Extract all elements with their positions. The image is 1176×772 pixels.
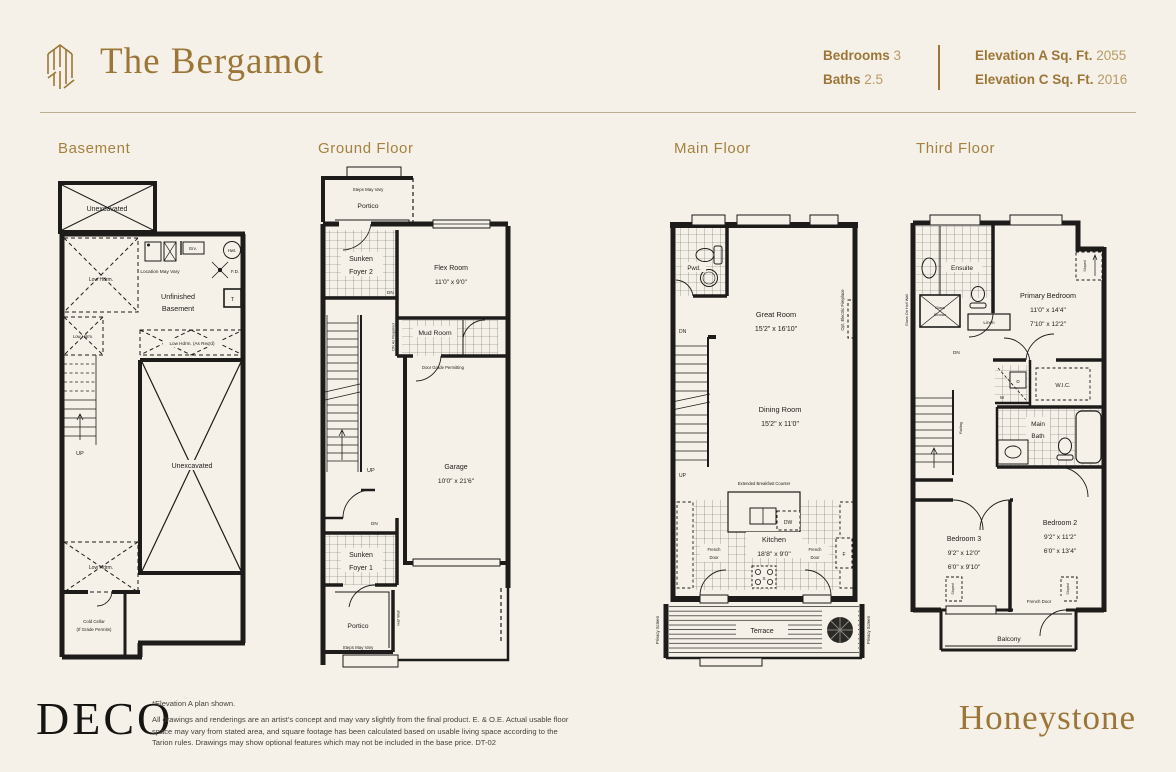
community-name: Honeystone xyxy=(958,698,1136,737)
label-fridge: F xyxy=(842,552,846,558)
label-erv: Erv. xyxy=(189,246,197,251)
label-garage: Garage xyxy=(444,464,468,471)
label-cold-cellar-2: (If Grade Permits) xyxy=(76,627,112,632)
label-french-door-2b: Door xyxy=(810,555,820,560)
label-privacy-right: Privacy Screen xyxy=(866,615,871,645)
label-dn-2: DN xyxy=(371,521,378,526)
label-dining-room: Dining Room xyxy=(758,405,802,414)
label-stove: S xyxy=(762,576,766,581)
label-primary-d2: 7'10" x 12'2" xyxy=(1029,321,1067,328)
label-bedroom2-d1: 9'2" x 11'2" xyxy=(1043,534,1077,541)
elevation-c-label: Elevation C Sq. Ft. xyxy=(975,72,1094,87)
baths-label: Baths xyxy=(823,72,861,87)
label-dw: DW xyxy=(783,520,793,526)
label-location-may-vary: Location May Vary xyxy=(140,270,180,275)
label-balcony: Balcony xyxy=(997,636,1021,643)
elevation-c-value: 2016 xyxy=(1097,72,1128,87)
label-bedroom2: Bedroom 2 xyxy=(1042,520,1078,527)
label-flex-room: Flex Room xyxy=(434,265,468,272)
header-rule xyxy=(40,112,1136,113)
label-mud-room: Mud Room xyxy=(418,330,452,337)
label-primary-d1: 11'0" x 14'4" xyxy=(1030,307,1066,314)
header-stats-right xyxy=(975,44,1127,92)
label-unfinished-2: Basement xyxy=(161,304,195,313)
label-main-bath-2: Bath xyxy=(1031,433,1045,440)
label-sloped-3: Sloped xyxy=(1066,583,1070,595)
label-low-hdrm-3: Low Hdrm. xyxy=(88,565,114,571)
bedrooms-value: 3 xyxy=(893,48,902,63)
label-primary-bedroom: Primary Bedroom xyxy=(1020,291,1076,300)
page-title: The Bergamot xyxy=(100,41,325,82)
label-wic: W.I.C. xyxy=(1055,383,1071,389)
label-foyer2-1: Sunken xyxy=(349,256,373,263)
label-sloped-1: Sloped xyxy=(1083,260,1087,272)
deco-mark-icon xyxy=(40,40,80,92)
label-railing: Railing xyxy=(959,422,963,434)
label-dn: DN xyxy=(953,350,960,355)
label-dn: DN xyxy=(679,329,687,335)
label-unexcavated-main: Unexcavated xyxy=(171,463,213,470)
label-french-door-1a: French xyxy=(707,547,721,552)
label-great-room: Great Room xyxy=(755,310,797,319)
label-privacy-left: Privacy Screen xyxy=(655,615,660,645)
label-up: UP xyxy=(679,473,686,479)
label-half-wall: Half Wall xyxy=(396,610,401,626)
baths-value: 2.5 xyxy=(864,72,884,87)
label-foyer1-2: Foyer 1 xyxy=(349,565,373,572)
label-bedroom3-d2: 6'0" x 9'10" xyxy=(947,564,981,571)
label-main-bath-1: Main xyxy=(1031,421,1045,428)
label-flex-dims: 11'0" x 9'0" xyxy=(434,279,468,286)
label-french-door-1b: Door xyxy=(709,555,719,560)
label-garage-dims: 10'0" x 21'6" xyxy=(437,478,475,485)
label-bedroom3: Bedroom 3 xyxy=(946,536,982,543)
label-dn-as-required: DN As Required xyxy=(391,323,396,351)
label-linen: Linen xyxy=(983,320,995,325)
label-great-dims: 15'2" x 16'10" xyxy=(754,326,798,333)
label-cold-cellar-1: Cold Cellar xyxy=(83,619,105,624)
header-stats-left xyxy=(823,44,901,92)
label-unfinished-1: Unfinished xyxy=(161,292,195,301)
label-fireplace: Opt. Electric Fireplace xyxy=(840,289,845,331)
label-french-door: French Door xyxy=(1026,599,1052,604)
label-up: UP xyxy=(76,451,84,457)
label-dn-1: DN xyxy=(387,290,394,295)
label-pwd: Pwd. xyxy=(687,266,701,272)
label-t: T xyxy=(230,297,235,303)
label-dining-dims: 15'2" x 11'0" xyxy=(761,421,799,428)
label-shower-2: Shower xyxy=(933,313,947,317)
label-portico-btm: Portico xyxy=(347,623,369,630)
label-ensuite: Ensuite xyxy=(951,265,973,272)
label-breakfast-counter: Extended Breakfast Counter xyxy=(737,481,791,486)
label-french-door-2a: French xyxy=(808,547,822,552)
label-sloped-2: Sloped xyxy=(951,583,955,595)
label-washer: W xyxy=(999,395,1005,400)
label-terrace: Terrace xyxy=(750,628,774,635)
label-low-hdrm-1: Low Hdrm. xyxy=(88,277,114,283)
label-door-grade: Door Grade Permitting xyxy=(422,365,464,370)
label-bedroom2-d2: 6'0" x 13'4" xyxy=(1043,548,1077,555)
deco-logo: DECO xyxy=(36,693,174,744)
label-kitchen: Kitchen xyxy=(762,535,786,544)
basement-plan xyxy=(50,170,255,670)
header-divider xyxy=(938,45,940,90)
label-foyer1-1: Sunken xyxy=(349,552,373,559)
label-low-hdrm-2: Low Hdrm. xyxy=(72,334,94,339)
disclaimer-text: All drawings and renderings are an artist's concept and may vary slightly from the final product. E. & O.E. Actual usable floor space may vary from stated area, and square footage has been calculated based on usable living space according to the Tarion rules. Drawings may show optional features which may not be included in the base price. DT-02 xyxy=(152,715,569,748)
label-portico-top: Portico xyxy=(357,203,379,210)
label-up: UP xyxy=(367,468,375,474)
label-kitchen-dims: 18'8" x 9'0" xyxy=(757,551,791,558)
ground-floor-plan xyxy=(313,160,518,672)
label-hwt: Hwt. xyxy=(227,248,237,253)
label-steps-btm: Steps May Vary xyxy=(342,645,374,650)
legal-block xyxy=(152,698,576,749)
label-foyer2-2: Foyer 2 xyxy=(349,269,373,276)
label-dryer: D xyxy=(1016,379,1020,384)
floor-title-basement: Basement xyxy=(58,140,131,157)
label-fd: F.D. xyxy=(231,269,240,274)
label-unexcavated-top: Unexcavated xyxy=(86,206,128,213)
main-floor-plan xyxy=(648,210,878,672)
label-low-hdrm-req: Low Hdrm. (As Req'd) xyxy=(169,341,215,346)
bedrooms-label: Bedrooms xyxy=(823,48,890,63)
floor-title-third: Third Floor xyxy=(916,140,996,157)
third-floor-plan xyxy=(898,210,1118,668)
label-steps-top: Steps May Vary xyxy=(352,187,384,192)
elevation-note: *Elevation A plan shown. xyxy=(152,699,236,708)
label-bedroom3-d1: 9'2" x 12'0" xyxy=(947,550,981,557)
label-glass-half-wall: Glass On Half Wall xyxy=(905,294,909,326)
elevation-a-label: Elevation A Sq. Ft. xyxy=(975,48,1093,63)
elevation-a-value: 2055 xyxy=(1096,48,1127,63)
floor-title-main: Main Floor xyxy=(674,140,751,157)
floor-title-ground: Ground Floor xyxy=(318,140,414,157)
label-shower-1: Glass xyxy=(935,306,945,310)
